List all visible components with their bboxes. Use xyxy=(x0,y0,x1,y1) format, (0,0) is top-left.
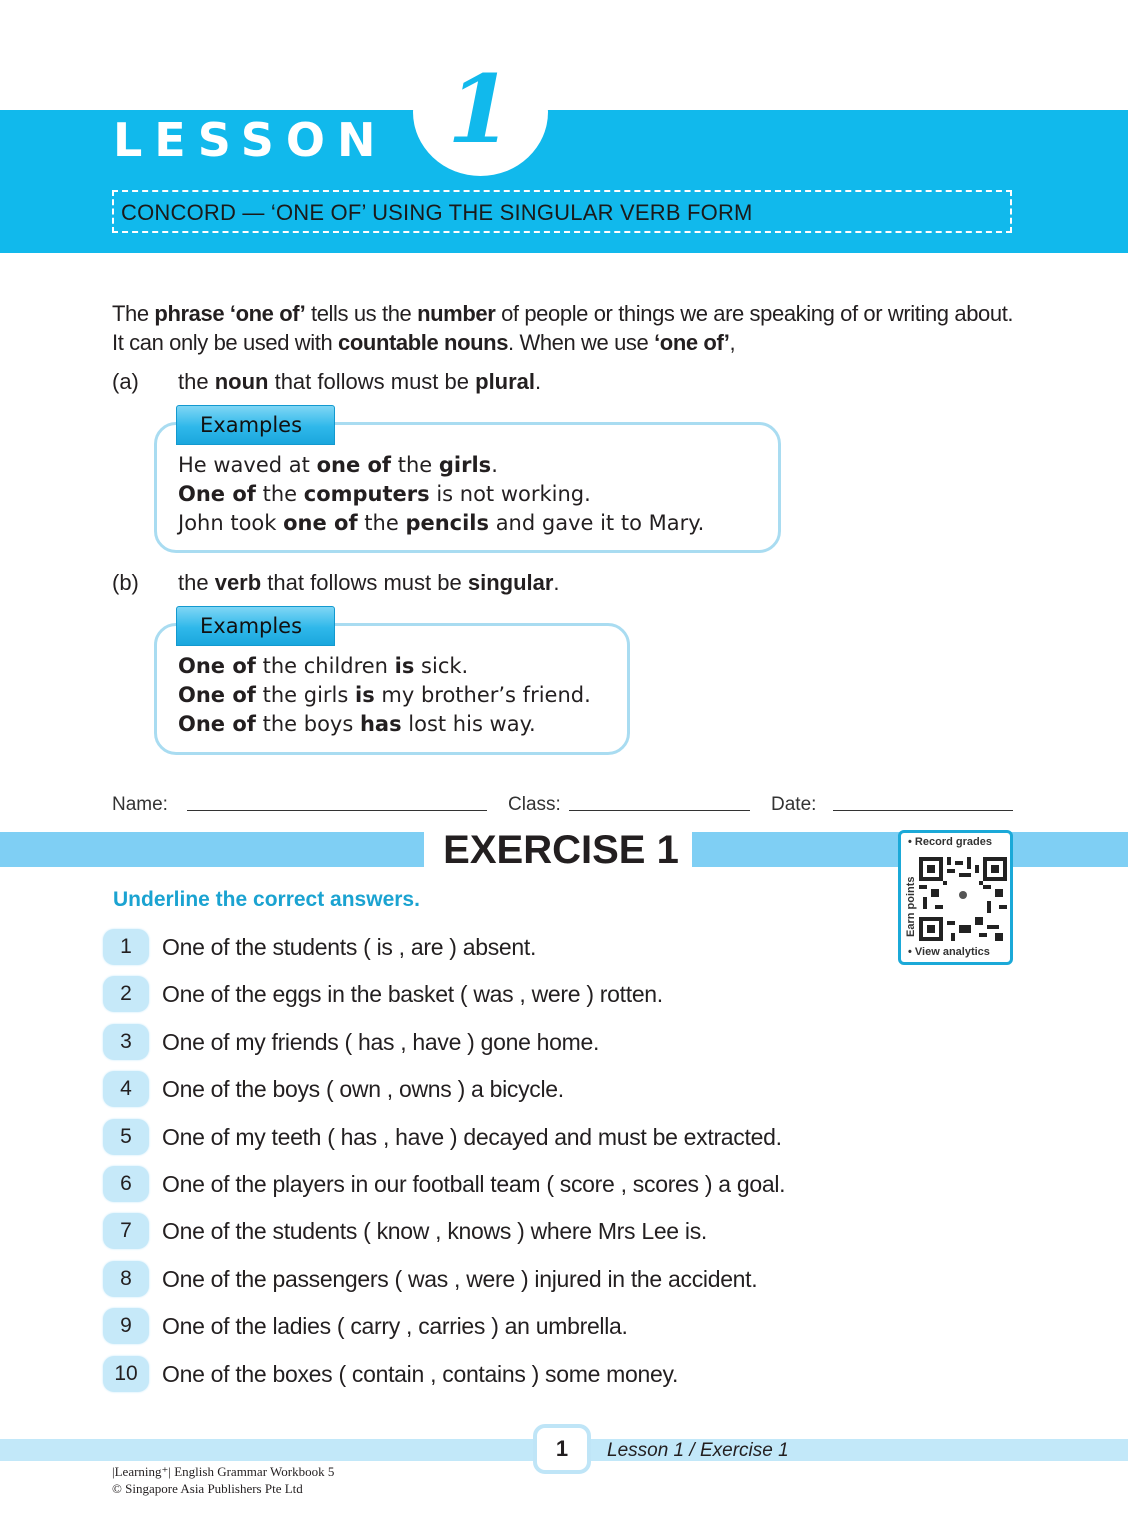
question-text[interactable]: One of the passengers ( was , were ) injured in the accident. xyxy=(162,1265,758,1292)
qr-card[interactable] xyxy=(898,830,1013,965)
rule-text: the noun that follows must be plural. xyxy=(178,369,542,394)
lesson-number: 1 xyxy=(447,55,513,165)
question-text[interactable]: One of the students ( is , are ) absent. xyxy=(162,934,537,960)
rule-letter: (a) xyxy=(112,369,139,394)
publisher-info xyxy=(112,1463,334,1497)
question-text[interactable]: One of the boxes ( contain , contains ) some money. xyxy=(162,1360,679,1387)
example-line: One of the children is sick. xyxy=(178,654,469,678)
lesson-label: LESSON xyxy=(113,113,388,167)
rule-a xyxy=(112,368,541,396)
question-number-badge: 6 xyxy=(103,1166,149,1202)
page-number: 1 xyxy=(533,1424,591,1474)
date-label: Date: xyxy=(771,794,817,815)
footer-label: Lesson 1 / Exercise 1 xyxy=(607,1440,789,1461)
name-field[interactable] xyxy=(187,790,487,811)
exercise-title: EXERCISE 1 xyxy=(443,828,679,872)
rule-text: the verb that follows must be singular. xyxy=(178,570,560,595)
question-text[interactable]: One of my teeth ( has , have ) decayed and must be extracted. xyxy=(162,1123,782,1150)
exercise-instruction: Underline the correct answers. xyxy=(113,888,420,911)
example-line: One of the boys has lost his way. xyxy=(178,712,536,736)
name-label: Name: xyxy=(112,794,168,815)
qr-earn-points: Earn points xyxy=(905,876,917,937)
question-number-badge: 10 xyxy=(103,1356,149,1392)
publisher-line-1: |Learning⁺| English Grammar Workbook 5 xyxy=(112,1464,335,1479)
question-number-badge: 8 xyxy=(103,1261,149,1297)
rule-b xyxy=(112,569,560,597)
question-number-badge: 4 xyxy=(103,1071,149,1107)
examples-tab-b: Examples xyxy=(176,606,335,646)
example-line: One of the computers is not working. xyxy=(178,482,591,506)
qr-record-grades: • Record grades xyxy=(908,836,992,848)
question-number-badge: 5 xyxy=(103,1119,149,1155)
examples-tab-a: Examples xyxy=(176,405,335,445)
qr-view-analytics: • View analytics xyxy=(908,946,990,958)
rule-letter: (b) xyxy=(112,570,139,595)
class-field[interactable] xyxy=(569,790,750,811)
exercise-band-left xyxy=(0,832,424,867)
question-number-badge: 2 xyxy=(103,976,149,1012)
intro-paragraph: The phrase ‘one of’ tells us the number of people or things we are speaking of or writing about. It can only be used with countable nouns. When we use ‘one of’, xyxy=(112,301,1014,355)
publisher-line-2: © Singapore Asia Publishers Pte Ltd xyxy=(112,1481,303,1496)
question-text[interactable]: One of the players in our football team ( score , scores ) a goal. xyxy=(162,1171,786,1197)
question-text[interactable]: One of my friends ( has , have ) gone home. xyxy=(162,1028,600,1055)
example-line: He waved at one of the girls. xyxy=(178,453,498,477)
question-number-badge: 7 xyxy=(103,1213,149,1249)
example-line: One of the girls is my brother’s friend. xyxy=(178,683,591,707)
example-line: John took one of the pencils and gave it to Mary. xyxy=(178,511,705,535)
question-text[interactable]: One of the students ( know , knows ) where Mrs Lee is. xyxy=(162,1218,707,1245)
question-text[interactable]: One of the ladies ( carry , carries ) an umbrella. xyxy=(162,1313,628,1340)
class-label: Class: xyxy=(508,794,561,815)
qr-code-icon xyxy=(919,857,1007,941)
question-number-badge: 9 xyxy=(103,1308,149,1344)
examples-list-a xyxy=(178,451,704,538)
date-field[interactable] xyxy=(833,790,1013,811)
examples-list-b xyxy=(178,652,591,739)
question-text[interactable]: One of the boys ( own , owns ) a bicycle. xyxy=(162,1076,564,1103)
question-text[interactable]: One of the eggs in the basket ( was , were ) rotten. xyxy=(162,981,663,1008)
lesson-topic: CONCORD — ‘ONE OF’ USING THE SINGULAR VERB FORM xyxy=(121,200,753,225)
question-number-badge: 3 xyxy=(103,1024,149,1060)
question-number-badge: 1 xyxy=(103,929,149,965)
